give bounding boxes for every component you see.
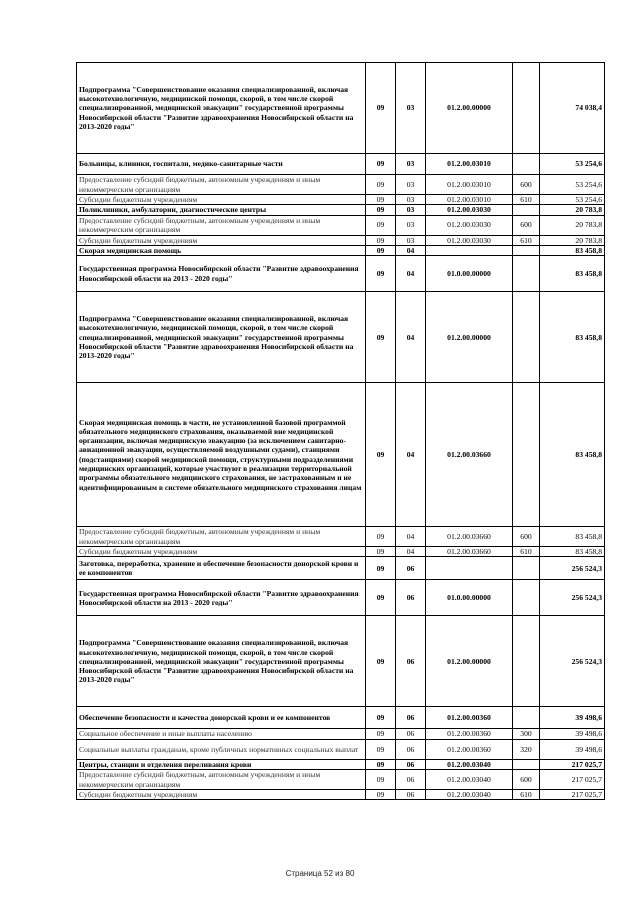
row-amount: 83 458,8 xyxy=(540,292,605,383)
row-amount: 83 458,8 xyxy=(540,527,605,547)
row-target-article: 01.0.00.00000 xyxy=(426,256,513,292)
row-section: 09 xyxy=(366,215,396,235)
row-section: 09 xyxy=(366,205,396,215)
row-section: 09 xyxy=(366,527,396,547)
row-subsection: 06 xyxy=(396,739,426,759)
row-subsection: 04 xyxy=(396,245,426,255)
row-amount: 20 783,8 xyxy=(540,215,605,235)
row-target-article: 01.2.00.03040 xyxy=(426,770,513,790)
row-target-article: 01.2.00.03010 xyxy=(426,175,513,195)
row-target-article: 01.2.00.03660 xyxy=(426,527,513,547)
row-name: Подпрограмма "Совершенствование оказания специализированной, включая высокотехнологичную, медицинской помощи, скорой, в том числе скорой специализированной, медицинской эвакуации" государственной программы Новосибирской области "Развитие здравоохранения Новосибирской области на 2013-2020 годы" xyxy=(77,616,366,707)
row-amount: 39 498,6 xyxy=(540,707,605,729)
row-expense-type xyxy=(513,205,540,215)
row-expense-type: 600 xyxy=(513,175,540,195)
row-amount: 39 498,6 xyxy=(540,739,605,759)
row-name: Скорая медицинская помощь в части, не установленной базовой программой обязательного медицинского страхования, оказываемой вне медицинской организации, включая медицинскую эвакуацию (за исключением санитарно-авиационной эвакуации, осуществляемой воздушными судами), станциями (подстанциями) скорой медицинской помощи, структурными подразделениями медицинских организаций, которые участвуют в реализации территориальной программы обязательного медицинского страхования, не застрахованным и не идентифицированным в системе обязательного медицинского страхования лицам xyxy=(77,383,366,527)
row-section: 09 xyxy=(366,245,396,255)
row-expense-type: 320 xyxy=(513,739,540,759)
row-section: 09 xyxy=(366,790,396,800)
row-section: 09 xyxy=(366,175,396,195)
row-name: Государственная программа Новосибирской области "Развитие здравоохранения Новосибирской области на 2013 - 2020 годы" xyxy=(77,580,366,616)
row-subsection: 04 xyxy=(396,383,426,527)
row-target-article: 01.2.00.03040 xyxy=(426,759,513,769)
row-amount: 83 458,8 xyxy=(540,245,605,255)
row-subsection: 03 xyxy=(396,235,426,245)
row-section: 09 xyxy=(366,580,396,616)
row-subsection: 03 xyxy=(396,215,426,235)
row-name: Предоставление субсидий бюджетным, автономным учреждениям и иным некоммерческим организациям xyxy=(77,770,366,790)
row-subsection: 06 xyxy=(396,580,426,616)
row-section: 09 xyxy=(366,256,396,292)
row-amount: 256 524,3 xyxy=(540,616,605,707)
row-expense-type xyxy=(513,759,540,769)
row-name: Государственная программа Новосибирской области "Развитие здравоохранения Новосибирской области на 2013 - 2020 годы" xyxy=(77,256,366,292)
row-target-article: 01.2.00.00360 xyxy=(426,707,513,729)
row-section: 09 xyxy=(366,235,396,245)
row-amount: 217 025,7 xyxy=(540,770,605,790)
row-name: Социальное обеспечение и иные выплаты населению xyxy=(77,729,366,739)
row-expense-type: 600 xyxy=(513,527,540,547)
row-expense-type xyxy=(513,292,540,383)
row-name: Субсидии бюджетным учреждениям xyxy=(77,790,366,800)
row-section: 09 xyxy=(366,739,396,759)
row-expense-type xyxy=(513,63,540,154)
row-amount: 83 458,8 xyxy=(540,547,605,557)
row-name: Субсидии бюджетным учреждениям xyxy=(77,547,366,557)
row-expense-type: 600 xyxy=(513,770,540,790)
row-name: Предоставление субсидий бюджетным, автономным учреждениям и иным некоммерческим организациям xyxy=(77,175,366,195)
row-expense-type xyxy=(513,707,540,729)
row-subsection: 03 xyxy=(396,205,426,215)
row-target-article: 01.2.00.03030 xyxy=(426,235,513,245)
row-name: Заготовка, переработка, хранение и обеспечение безопасности донорской крови и ее компонентов xyxy=(77,557,366,580)
row-target-article: 01.2.00.00000 xyxy=(426,616,513,707)
row-subsection: 06 xyxy=(396,759,426,769)
row-amount: 20 783,8 xyxy=(540,205,605,215)
row-name: Поликлиники, амбулатории, диагностические центры xyxy=(77,205,366,215)
row-subsection: 03 xyxy=(396,195,426,205)
row-section: 09 xyxy=(366,770,396,790)
row-amount: 217 025,7 xyxy=(540,759,605,769)
row-subsection: 06 xyxy=(396,557,426,580)
budget-table-body xyxy=(77,63,605,800)
row-section: 09 xyxy=(366,707,396,729)
row-section: 09 xyxy=(366,292,396,383)
row-name: Предоставление субсидий бюджетным, автономным учреждениям и иным некоммерческим организациям xyxy=(77,527,366,547)
row-section: 09 xyxy=(366,383,396,527)
page-number: Страница 52 из 80 xyxy=(285,869,355,878)
row-target-article: 01.2.00.00000 xyxy=(426,292,513,383)
row-expense-type xyxy=(513,245,540,255)
row-expense-type: 610 xyxy=(513,790,540,800)
row-subsection: 04 xyxy=(396,527,426,547)
row-target-article: 01.2.00.00360 xyxy=(426,729,513,739)
row-target-article: 01.2.00.03040 xyxy=(426,790,513,800)
row-target-article: 01.0.00.00000 xyxy=(426,580,513,616)
row-subsection: 06 xyxy=(396,790,426,800)
row-name: Больницы, клиники, госпитали, медико-санитарные части xyxy=(77,154,366,175)
row-subsection: 06 xyxy=(396,770,426,790)
row-subsection: 04 xyxy=(396,547,426,557)
row-amount: 20 783,8 xyxy=(540,235,605,245)
row-subsection: 06 xyxy=(396,707,426,729)
row-name: Субсидии бюджетным учреждениям xyxy=(77,195,366,205)
row-subsection: 03 xyxy=(396,154,426,175)
row-expense-type xyxy=(513,383,540,527)
row-target-article: 01.2.00.00360 xyxy=(426,739,513,759)
row-section: 09 xyxy=(366,63,396,154)
row-subsection: 06 xyxy=(396,729,426,739)
row-expense-type: 610 xyxy=(513,195,540,205)
row-target-article: 01.2.00.03030 xyxy=(426,215,513,235)
row-target-article: 01.2.00.03660 xyxy=(426,547,513,557)
row-name: Предоставление субсидий бюджетным, автономным учреждениям и иным некоммерческим организациям xyxy=(77,215,366,235)
row-section: 09 xyxy=(366,557,396,580)
row-section: 09 xyxy=(366,616,396,707)
row-amount: 83 458,8 xyxy=(540,383,605,527)
row-name: Обеспечение безопасности и качества донорской крови и ее компонентов xyxy=(77,707,366,729)
row-expense-type: 300 xyxy=(513,729,540,739)
row-target-article xyxy=(426,245,513,255)
row-expense-type xyxy=(513,256,540,292)
row-name: Подпрограмма "Совершенствование оказания специализированной, включая высокотехнологичную, медицинской помощи, скорой, в том числе скорой специализированной, медицинской эвакуации" государственной программы Новосибирской области "Развитие здравоохранения Новосибирской области на 2013-2020 годы" xyxy=(77,292,366,383)
row-section: 09 xyxy=(366,195,396,205)
row-target-article: 01.2.00.03010 xyxy=(426,195,513,205)
row-expense-type xyxy=(513,154,540,175)
row-expense-type xyxy=(513,616,540,707)
row-amount: 74 038,4 xyxy=(540,63,605,154)
row-target-article: 01.2.00.03010 xyxy=(426,154,513,175)
row-subsection: 04 xyxy=(396,256,426,292)
row-expense-type xyxy=(513,557,540,580)
row-name: Центры, станции и отделения переливания крови xyxy=(77,759,366,769)
row-expense-type: 600 xyxy=(513,215,540,235)
row-subsection: 03 xyxy=(396,175,426,195)
budget-table xyxy=(76,62,605,800)
row-section: 09 xyxy=(366,547,396,557)
row-section: 09 xyxy=(366,729,396,739)
row-section: 09 xyxy=(366,759,396,769)
row-amount: 256 524,3 xyxy=(540,557,605,580)
row-amount: 39 498,6 xyxy=(540,729,605,739)
row-amount: 256 524,3 xyxy=(540,580,605,616)
row-amount: 83 458,8 xyxy=(540,256,605,292)
row-amount: 53 254,6 xyxy=(540,154,605,175)
row-amount: 217 025,7 xyxy=(540,790,605,800)
row-expense-type: 610 xyxy=(513,547,540,557)
row-amount: 53 254,6 xyxy=(540,175,605,195)
row-name: Субсидии бюджетным учреждениям xyxy=(77,235,366,245)
row-target-article: 01.2.00.00000 xyxy=(426,63,513,154)
row-subsection: 04 xyxy=(396,292,426,383)
row-amount: 53 254,6 xyxy=(540,195,605,205)
row-target-article xyxy=(426,557,513,580)
row-subsection: 06 xyxy=(396,616,426,707)
row-target-article: 01.2.00.03660 xyxy=(426,383,513,527)
row-name: Социальные выплаты гражданам, кроме публичных нормативных социальных выплат xyxy=(77,739,366,759)
row-expense-type xyxy=(513,580,540,616)
row-name: Скорая медицинская помощь xyxy=(77,245,366,255)
row-name: Подпрограмма "Совершенствование оказания специализированной, включая высокотехнологичную, медицинской помощи, скорой, в том числе скорой специализированной, медицинской эвакуации" государственной программы Новосибирской области "Развитие здравоохранения Новосибирской области на 2013-2020 годы" xyxy=(77,63,366,154)
row-section: 09 xyxy=(366,154,396,175)
row-expense-type: 610 xyxy=(513,235,540,245)
row-target-article: 01.2.00.03030 xyxy=(426,205,513,215)
row-subsection: 03 xyxy=(396,63,426,154)
